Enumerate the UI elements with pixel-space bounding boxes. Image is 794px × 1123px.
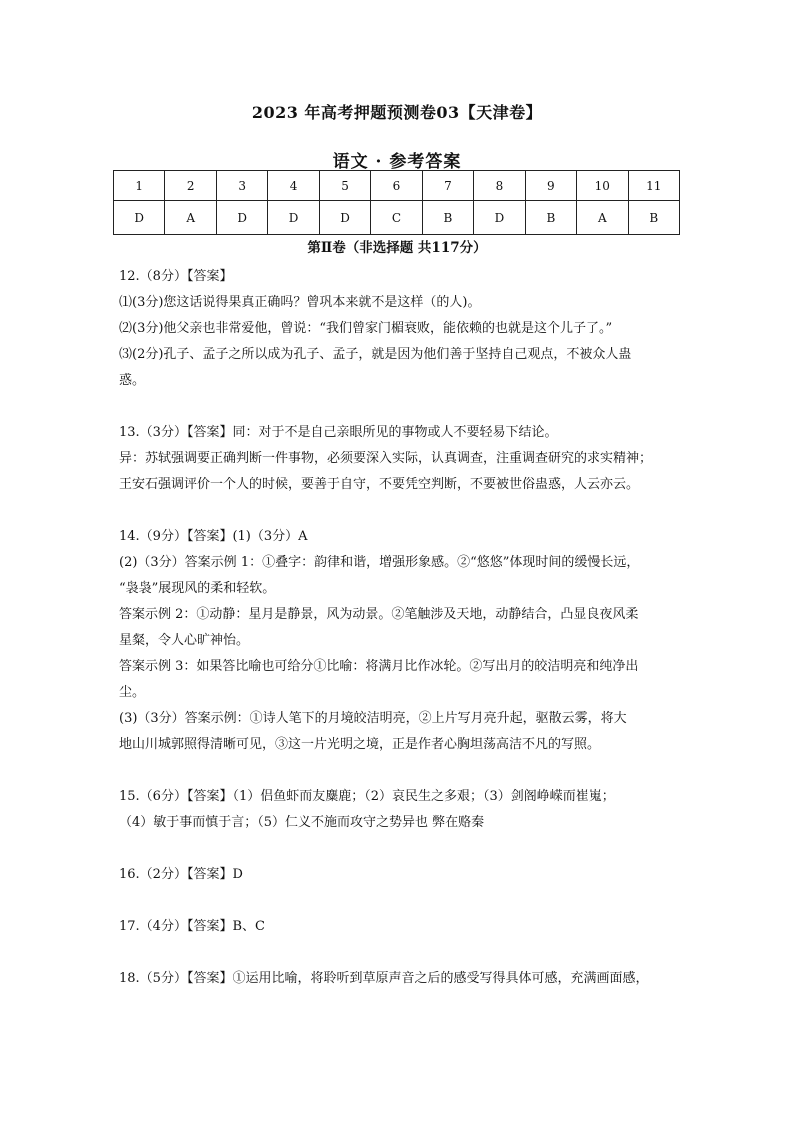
question-number: 11: [628, 171, 679, 201]
q14-line: “袅袅”展现风的柔和轻软。: [119, 581, 276, 596]
q14-line: 答案示例 2：①动静：星月是静景，风为动景。②笔触涉及天地，动静结合，凸显良夜风柔: [119, 607, 639, 622]
q17-heading: 17.（4分）【答案】B、C: [119, 919, 265, 934]
question-number: 7: [422, 171, 473, 201]
question-number: 5: [319, 171, 370, 201]
question-number: 6: [371, 171, 422, 201]
section-heading: 第Ⅱ卷（非选择题 共117分）: [307, 240, 487, 256]
answer-table: [113, 170, 680, 235]
answer-cell: D: [268, 201, 319, 235]
q14-line: 星粲，令人心旷神怡。: [119, 633, 250, 648]
q15-line: （4）敏于事而慎于言；（5）仁义不施而攻守之势异也 弊在赂秦: [119, 815, 485, 830]
q14-line: (3)（3分）答案示例：①诗人笔下的月境皎洁明亮，②上片写月亮升起，驱散云雾，将大: [119, 711, 627, 726]
q14-line: 答案示例 3：如果答比喻也可给分①比喻：将满月比作冰轮。②写出月的皎洁明亮和纯净出: [119, 659, 639, 674]
q14-heading: 14.（9分）【答案】(1)（3分）A: [119, 529, 308, 544]
answer-cell: A: [577, 201, 628, 235]
q15-heading: 15.（6分）【答案】（1）侣鱼虾而友麋鹿；（2）哀民生之多艰；（3）剑阁峥嵘而崔嵬；: [119, 789, 615, 804]
q12-answer-1: ⑴(3分)您这话说得果真正确吗？曾巩本来就不是这样（的人)。: [119, 295, 481, 310]
answer-cell: D: [114, 201, 165, 235]
q12-heading: 12.（8分）【答案】: [119, 269, 233, 284]
q14-line: 地山川城郭照得清晰可见，③这一片光明之境，正是作者心胸坦荡高洁不凡的写照。: [119, 737, 601, 752]
q16-heading: 16.（2分）【答案】D: [119, 867, 243, 882]
q12-answer-3-cont: 惑。: [119, 373, 146, 388]
question-number: 3: [216, 171, 267, 201]
q12-answer-2: ⑵(3分)他父亲也非常爱他，曾说：“我们曾家门楣衰败，能依赖的也就是这个儿子了。”: [119, 321, 613, 336]
exam-subtitle: 语文 · 参考答案: [332, 152, 462, 172]
answer-cell: B: [422, 201, 473, 235]
answer-cell: C: [371, 201, 422, 235]
q18-heading: 18.（5分）【答案】①运用比喻，将聆听到草原声音之后的感受写得具体可感，充满画面感，: [119, 971, 649, 986]
question-number: 4: [268, 171, 319, 201]
question-number: 1: [114, 171, 165, 201]
q14-line: 尘。: [119, 685, 146, 700]
q13-heading: 13.（3分）【答案】同：对于不是自己亲眼所见的事物或人不要轻易下结论。: [119, 425, 558, 440]
answer-content: [119, 264, 689, 992]
answer-cell: A: [165, 201, 216, 235]
answer-cell: D: [474, 201, 525, 235]
exam-title: 2023 年高考押题预测卷03【天津卷】: [251, 103, 543, 122]
q14-line: (2)（3分）答案示例 1：①叠字：韵律和谐，增强形象感。②“悠悠”体现时间的缓慢长远，: [119, 555, 640, 570]
question-number: 9: [525, 171, 576, 201]
answer-cell: D: [216, 201, 267, 235]
q12-answer-3: ⑶(2分)孔子、孟子之所以成为孔子、孟子，就是因为他们善于坚持自己观点，不被众人蛊: [119, 347, 632, 362]
question-number: 10: [577, 171, 628, 201]
q13-line: 异：苏轼强调要正确判断一件事物，必须要深入实际，认真调查，注重调查研究的求实精神；: [119, 451, 653, 466]
q13-line: 王安石强调评价一个人的时候，要善于自守，不要凭空判断，不要被世俗蛊惑，人云亦云。: [119, 477, 640, 492]
answer-table-number-row: [114, 171, 680, 201]
answer-cell: D: [319, 201, 370, 235]
answer-cell: B: [525, 201, 576, 235]
question-number: 8: [474, 171, 525, 201]
question-number: 2: [165, 171, 216, 201]
answer-cell: B: [628, 201, 679, 235]
answer-table-answer-row: [114, 201, 680, 235]
